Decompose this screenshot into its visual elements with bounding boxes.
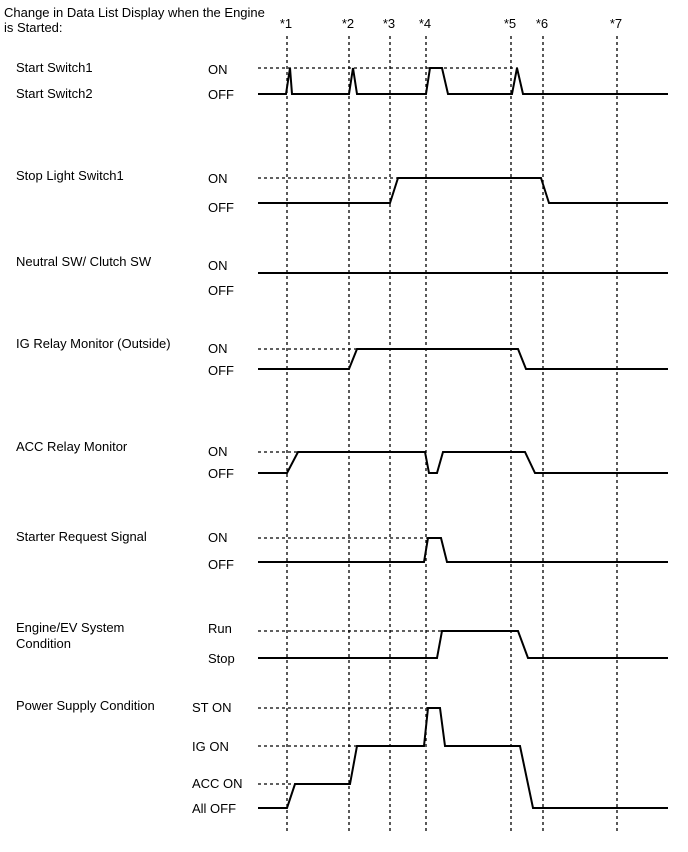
marker-label-5: *5 [503,16,517,31]
signal-name-engine-ev-line-2: Condition [16,636,71,651]
signal-name-ig-relay-monitor: IG Relay Monitor (Outside) [16,336,171,351]
level-label-power-st-on: ST ON [192,700,232,715]
level-label-ig-off: OFF [208,363,234,378]
level-label-start2-off: OFF [208,87,234,102]
level-label-power-all-off: All OFF [192,801,237,816]
level-label-stoplight-off: OFF [208,200,234,215]
signal-name-neutral-clutch-sw: Neutral SW/ Clutch SW [16,254,152,269]
trace-power-supply-condition [258,708,668,808]
level-label-acc-on: ON [208,444,228,459]
level-label-engine-stop: Stop [208,651,235,666]
marker-label-3: *3 [382,16,396,31]
diagram-title-line-2: is Started: [4,20,63,35]
signal-name-start-switch2: Start Switch2 [16,86,93,101]
marker-label-1: *1 [279,16,293,31]
signal-name-engine-ev-line-1: Engine/EV System [16,620,125,635]
trace-ig-relay-monitor [258,349,668,369]
marker-label-2: *2 [341,16,355,31]
trace-starter-request [258,538,668,562]
diagram-title-line-1: Change in Data List Display when the Engine [4,5,265,20]
level-label-start1-on: ON [208,62,228,77]
level-label-stoplight-on: ON [208,171,228,186]
signal-name-starter-request: Starter Request Signal [16,529,147,544]
level-label-starter-off: OFF [208,557,234,572]
trace-acc-relay-monitor [258,452,668,473]
signal-name-stop-light-switch1: Stop Light Switch1 [16,168,124,183]
trace-stop-light-switch1 [258,178,668,203]
level-label-neutral-on: ON [208,258,228,273]
marker-label-4: *4 [418,16,432,31]
marker-label-7: *7 [609,16,623,31]
signal-name-start-switch1: Start Switch1 [16,60,93,75]
signal-name-acc-relay-monitor: ACC Relay Monitor [16,439,128,454]
trace-engine-ev-condition [258,631,668,658]
level-label-starter-on: ON [208,530,228,545]
level-label-neutral-off: OFF [208,283,234,298]
marker-label-6: *6 [535,16,549,31]
level-label-ig-on: ON [208,341,228,356]
level-label-power-acc-on: ACC ON [192,776,243,791]
level-label-acc-off: OFF [208,466,234,481]
trace-start-switch [258,68,668,94]
signal-name-power-supply: Power Supply Condition [16,698,155,713]
level-label-power-ig-on: IG ON [192,739,229,754]
level-label-engine-run: Run [208,621,232,636]
